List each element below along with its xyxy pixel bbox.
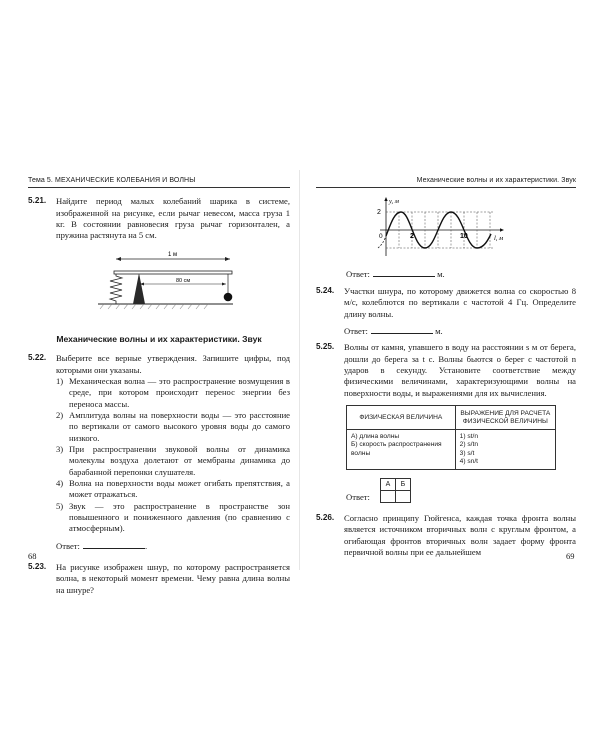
answer-blank[interactable] [371, 325, 433, 334]
answer-label: Ответ: [346, 268, 370, 279]
wave-graph [374, 196, 576, 261]
task-number: 5.25. [316, 342, 335, 352]
statement-item: 4) Волна на поверхности воды может огибать препятствия, а может отражаться. [56, 478, 290, 500]
x-tick-2: 2 [410, 233, 414, 241]
page-gutter [299, 170, 300, 570]
quantity-cell: А) длина волны Б) скорость распространения волны [347, 430, 456, 470]
x-tick-10: 10 [460, 233, 468, 241]
origin-label: 0 [379, 233, 383, 241]
table-header: ВЫРАЖЕНИЕ ДЛЯ РАСЧЕТА ФИЗИЧЕСКОЙ ВЕЛИЧИНЫ [455, 406, 555, 430]
task-5-26 [316, 513, 576, 558]
answer-unit: м. [435, 325, 443, 336]
grid-header-b: Б [395, 479, 410, 491]
y-tick-2: 2 [377, 209, 381, 217]
task-text: Выберите все верные утверждения. Запишите цифры, под которыми они указаны. [56, 353, 290, 375]
statement-list [56, 376, 290, 535]
lever-spring-diagram [28, 247, 290, 317]
page-number-left: 68 [28, 551, 37, 561]
statement-item: 2) Амплитуда волны на поверхности воды — это расстояние по вертикали от самого высокого уровня воды до самого низкого. [56, 410, 290, 443]
y-axis-label: y, м [389, 198, 399, 206]
task-5-23 [28, 562, 290, 596]
left-page [28, 176, 290, 601]
expression-cell: 1) st/n 2) s/tn 3) s/t 4) sn/t [455, 430, 555, 470]
task-text: Участки шнура, по которому движется волна со скоростью 8 м/с, колеблются по вертикали с частотой 4 Гц. Определите длину волны. [344, 285, 576, 319]
dimension-80cm: 80 см [176, 277, 191, 284]
task-text: Найдите период малых колебаний шарика в системе, изображенной на рисунке, если рычаг невесом, масса груза 1 кг. В состоянии равновесия груза рычаг горизонтален, а пружина растянута на 5 см. [56, 196, 290, 241]
task-5-22 [28, 353, 290, 552]
task-number: 5.24. [316, 285, 335, 295]
task-number: 5.23. [28, 562, 47, 572]
grid-header-a: А [380, 479, 395, 491]
task-5-25 [316, 342, 576, 399]
statement-item: 1) Механическая волна — это распространение возмущения в среде, при котором происходит перенос энергии без переноса массы. [56, 375, 290, 409]
table-header: ФИЗИЧЕСКАЯ ВЕЛИЧИНА [347, 406, 456, 430]
task-text: Согласно принципу Гюйгенса, каждая точка фронта волны является источником вторичных волн с круглым фронтом, а огибающая фронтов вторичных волн задает форму фронта первичной волны при ее дальнейшем [344, 513, 576, 558]
statement-item: 5) Звук — это распространение в пространстве зон повышенного и пониженного давления (по сравнению с атмосферным). [56, 500, 290, 534]
answer-label: Ответ: [346, 491, 370, 502]
running-head-left: Тема 5. МЕХАНИЧЕСКИЕ КОЛЕБАНИЯ И ВОЛНЫ [28, 176, 290, 188]
task-number: 5.22. [28, 353, 47, 363]
answer-blank[interactable] [373, 268, 435, 277]
grid-cell-b[interactable] [395, 491, 410, 503]
grid-cell-a[interactable] [380, 491, 395, 503]
answer-grid [380, 478, 411, 503]
task-5-21 [28, 196, 290, 241]
running-head-right: Механические волны и их характеристики. Звук [316, 176, 576, 188]
right-page [316, 176, 576, 563]
answer-line-5-23 [346, 268, 576, 280]
answer-blank[interactable] [83, 540, 145, 549]
statement-item: 3) При распространении звуковой волны от динамика молекулы воздуха долетают от мембраны динамика до барабанной перепонки слушателя. [56, 444, 290, 477]
task-text: На рисунке изображен шнур, по которому распространяется волна, в некоторый момент времени. Чему равна длина волны на шнуре? [56, 562, 290, 595]
answer-grid-5-25 [346, 478, 576, 503]
x-axis-label: l, м [494, 235, 504, 243]
lever-spring-figure [28, 247, 290, 320]
answer-label: Ответ: [56, 540, 80, 551]
task-number: 5.21. [28, 196, 47, 206]
wave-graph-svg [374, 196, 514, 258]
answer-unit: м. [437, 268, 445, 279]
dimension-1m: 1 м [168, 251, 178, 258]
task-5-24 [316, 286, 576, 337]
page-number-right: 69 [566, 551, 575, 561]
answer-line: Ответ: . [56, 540, 148, 551]
matching-table [346, 405, 556, 470]
task-number: 5.26. [316, 513, 335, 523]
task-text: Волны от камня, упавшего в воду на расстоянии s м от берега, дошли до берега за t с. Волны бьются о берег с частотой n ударов в секунду. Установите соответствие между физическими величинами, характеризующими волны на поверхности воды, и выражениями для их вычисления. [344, 342, 576, 398]
answer-label: Ответ: [344, 325, 368, 336]
answer-line [344, 325, 576, 337]
section-title: Механические волны и их характеристики. Звук [56, 333, 262, 344]
